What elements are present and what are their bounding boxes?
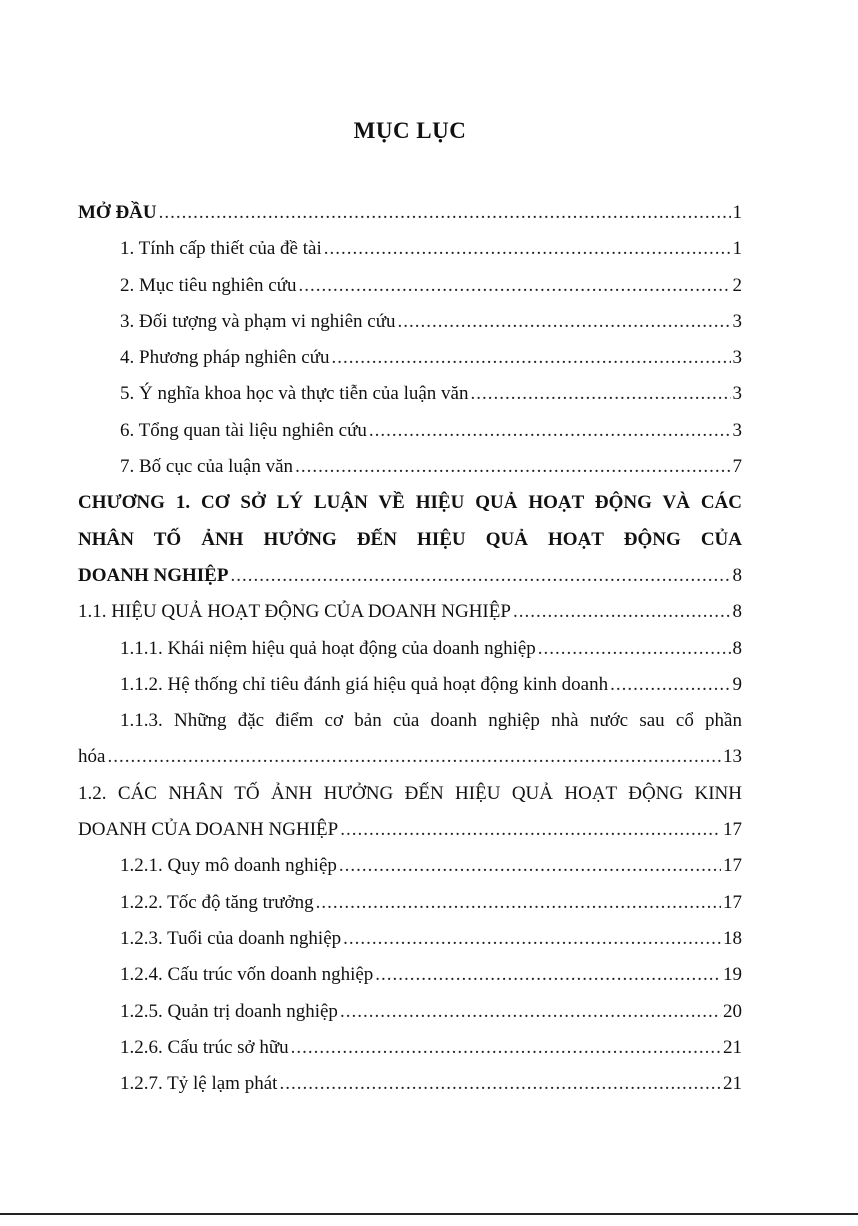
toc-section-heading-line[interactable]: 1.2. CÁC NHÂN TỐ ẢNH HƯỞNG ĐẾN HIỆU QUẢ HOẠT ĐỘNG KINH — [78, 782, 742, 804]
toc-entry-chapter-1[interactable] — [78, 558, 742, 594]
toc-chapter-heading-line[interactable]: NHÂN TỐ ẢNH HƯỞNG ĐẾN HIỆU QUẢ HOẠT ĐỘNG CỦA — [78, 528, 742, 550]
toc-page-number: 8 — [732, 637, 742, 659]
dot-leader — [299, 268, 731, 304]
toc-entry-mo-dau[interactable] — [78, 195, 742, 231]
toc-entry[interactable] — [78, 304, 742, 340]
toc-page-number: 8 — [732, 601, 742, 623]
toc-entry-title: 7. Bố cục của luận văn — [120, 456, 294, 478]
toc-page-number: 9 — [732, 673, 742, 695]
toc-entry-title: 1.2.7. Tỷ lệ lạm phát — [120, 1073, 278, 1095]
toc-chapter-heading-line[interactable]: CHƯƠNG 1. CƠ SỞ LÝ LUẬN VỀ HIỆU QUẢ HOẠT ĐỘNG VÀ CÁC — [78, 492, 742, 514]
dot-leader — [340, 994, 721, 1030]
toc-page-number: 19 — [723, 964, 742, 986]
toc-entry[interactable] — [78, 340, 742, 376]
dot-leader — [291, 1030, 721, 1066]
dot-leader — [279, 1066, 721, 1102]
toc-entry-title: 5. Ý nghĩa khoa học và thực tiễn của luận văn — [120, 383, 469, 405]
dot-leader — [471, 376, 731, 412]
toc-entry[interactable] — [78, 268, 742, 304]
toc-entry[interactable] — [78, 739, 742, 775]
dot-leader — [610, 667, 730, 703]
toc-page-number: 1 — [732, 238, 742, 260]
toc-page-number: 7 — [732, 456, 742, 478]
dot-leader — [324, 231, 731, 267]
dot-leader — [230, 558, 730, 594]
dot-leader — [398, 304, 731, 340]
toc-entry-title: 1. Tính cấp thiết của đề tài — [120, 238, 322, 260]
toc-page-number: 17 — [723, 819, 742, 841]
dot-leader — [332, 340, 731, 376]
toc-page-number: 17 — [723, 855, 742, 877]
toc-entry-title: 1.2.6. Cấu trúc sở hữu — [120, 1036, 289, 1058]
toc-entry-title: 1.1. HIỆU QUẢ HOẠT ĐỘNG CỦA DOANH NGHIỆP — [78, 601, 511, 623]
toc-entry[interactable] — [78, 449, 742, 485]
page-title: MỤC LỤC — [353, 118, 467, 143]
toc-page-number: 1 — [732, 202, 742, 223]
dot-leader — [369, 413, 731, 449]
toc-entry-section[interactable] — [78, 594, 742, 630]
toc-entry[interactable] — [78, 848, 742, 884]
toc-entry-title: DOANH NGHIỆP — [78, 564, 229, 586]
toc-entry-title: 2. Mục tiêu nghiên cứu — [120, 274, 297, 296]
toc-entry-title: DOANH CỦA DOANH NGHIỆP — [78, 819, 339, 841]
toc-entry[interactable] — [78, 1030, 742, 1066]
toc-entry-title: 1.2.5. Quản trị doanh nghiệp — [120, 1000, 338, 1022]
toc-page-number: 17 — [723, 891, 742, 913]
toc-entry-section[interactable] — [78, 812, 742, 848]
toc-entry[interactable] — [78, 957, 742, 993]
toc-entry-title: MỞ ĐẦU — [78, 202, 157, 223]
toc-entry[interactable] — [78, 994, 742, 1030]
toc-entry-title: 1.2.3. Tuổi của doanh nghiệp — [120, 927, 342, 949]
toc-entry[interactable] — [78, 231, 742, 267]
dot-leader — [316, 885, 721, 921]
toc-entry-line[interactable]: 1.1.3. Những đặc điểm cơ bản của doanh nghiệp nhà nước sau cổ phần — [120, 710, 742, 732]
toc-page-number: 21 — [723, 1036, 742, 1058]
bottom-rule — [0, 1213, 858, 1215]
toc-page-number: 18 — [723, 927, 742, 949]
toc-entry-title: 1.1.2. Hệ thống chỉ tiêu đánh giá hiệu quả hoạt động kinh doanh — [120, 673, 609, 695]
dot-leader — [538, 631, 731, 667]
toc-entry-title: 6. Tổng quan tài liệu nghiên cứu — [120, 419, 367, 441]
dot-leader — [295, 449, 730, 485]
dot-leader — [375, 957, 721, 993]
toc-page-number: 8 — [732, 564, 742, 586]
toc-entry-title: 1.2.2. Tốc độ tăng trưởng — [120, 891, 314, 913]
toc-entry[interactable] — [78, 631, 742, 667]
toc-entry[interactable] — [78, 921, 742, 957]
dot-leader — [159, 195, 731, 231]
toc-entry[interactable] — [78, 413, 742, 449]
toc-page-number: 21 — [723, 1073, 742, 1095]
dot-leader — [343, 921, 721, 957]
toc-page-number: 3 — [732, 310, 742, 332]
toc-entry-title: 1.2.1. Quy mô doanh nghiệp — [120, 855, 337, 877]
dot-leader — [340, 812, 721, 848]
toc-entry[interactable] — [78, 376, 742, 412]
toc-page-number: 3 — [732, 347, 742, 369]
toc-page-number: 3 — [732, 419, 742, 441]
dot-leader — [339, 848, 721, 884]
toc-page-number: 2 — [732, 274, 742, 296]
toc-entry-title: 4. Phương pháp nghiên cứu — [120, 347, 330, 369]
toc-entry-title: 3. Đối tượng và phạm vi nghiên cứu — [120, 310, 396, 332]
toc-entry[interactable] — [78, 885, 742, 921]
toc-entry[interactable] — [78, 1066, 742, 1102]
toc-page-number: 20 — [723, 1000, 742, 1022]
toc-entry-title: 1.2.4. Cấu trúc vốn doanh nghiệp — [120, 964, 374, 986]
toc-page-number: 13 — [723, 746, 742, 768]
table-of-contents — [78, 195, 742, 1102]
toc-entry-title: 1.1.1. Khái niệm hiệu quả hoạt động của doanh nghiệp — [120, 637, 536, 659]
toc-page-number: 3 — [732, 383, 742, 405]
toc-entry[interactable] — [78, 667, 742, 703]
dot-leader — [513, 594, 731, 630]
dot-leader — [107, 739, 721, 775]
toc-entry-title: hóa — [78, 746, 106, 768]
